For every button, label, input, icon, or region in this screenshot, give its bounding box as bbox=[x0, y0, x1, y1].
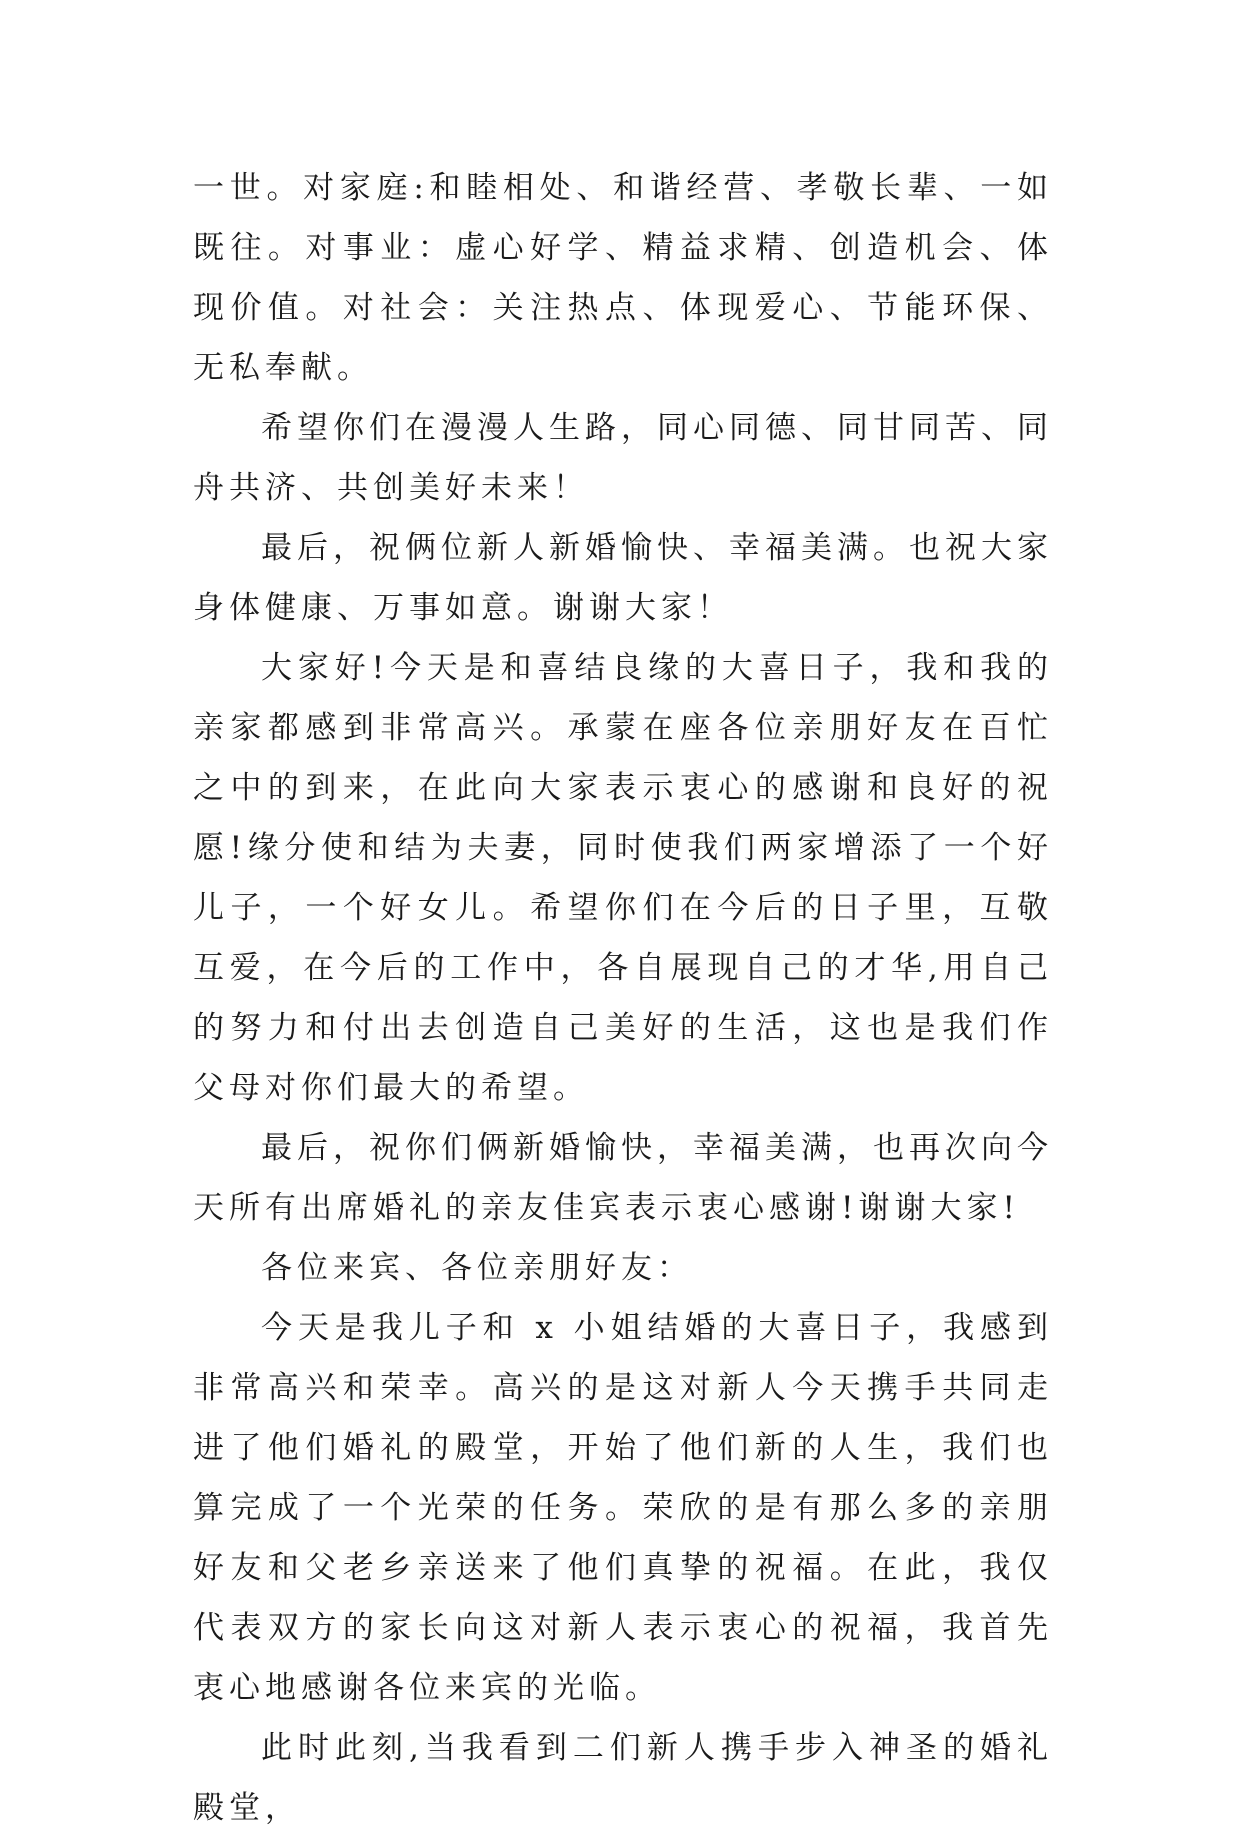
paragraph: 今天是我儿子和 x 小姐结婚的大喜日子，我感到非常高兴和荣幸。高兴的是这对新人今天携手共同走进了他们婚礼的殿堂，开始了他们新的人生，我们也算完成了一个光荣的任务。荣欣的是有那么多的亲朋好友和父老乡亲送来了他们真挚的祝福。在此，我仅代表双方的家长向这对新人表示衷心的祝福，我首先衷心地感谢各位来宾的光临。 bbox=[193, 1310, 1053, 1706]
paragraph: 各位来宾、各位亲朋好友： bbox=[261, 1250, 693, 1286]
paragraph: 最后，祝俩位新人新婚愉快、幸福美满。也祝大家身体健康、万事如意。谢谢大家！ bbox=[193, 530, 1053, 626]
paragraph: 一世。对家庭:和睦相处、和谐经营、孝敬长辈、一如既往。对事业：虚心好学、精益求精、创造机会、体现价值。对社会：关注热点、体现爱心、节能环保、无私奉献。 bbox=[193, 170, 1053, 386]
paragraph: 最后，祝你们俩新婚愉快，幸福美满，也再次向今天所有出席婚礼的亲友佳宾表示衷心感谢!谢谢大家! bbox=[193, 1130, 1053, 1226]
document-body bbox=[193, 158, 1053, 1838]
paragraph: 大家好!今天是和喜结良缘的大喜日子，我和我的亲家都感到非常高兴。承蒙在座各位亲朋好友在百忙之中的到来，在此向大家表示衷心的感谢和良好的祝愿!缘分使和结为夫妻，同时使我们两家增添了一个好儿子，一个好女儿。希望你们在今后的日子里，互敬互爱，在今后的工作中，各自展现自己的才华,用自己的努力和付出去创造自己美好的生活，这也是我们作父母对你们最大的希望。 bbox=[193, 650, 1053, 1106]
paragraph: 此时此刻,当我看到二们新人携手步入神圣的婚礼殿堂， bbox=[193, 1730, 1053, 1826]
paragraph: 希望你们在漫漫人生路，同心同德、同甘同苦、同舟共济、共创美好未来！ bbox=[193, 410, 1053, 506]
